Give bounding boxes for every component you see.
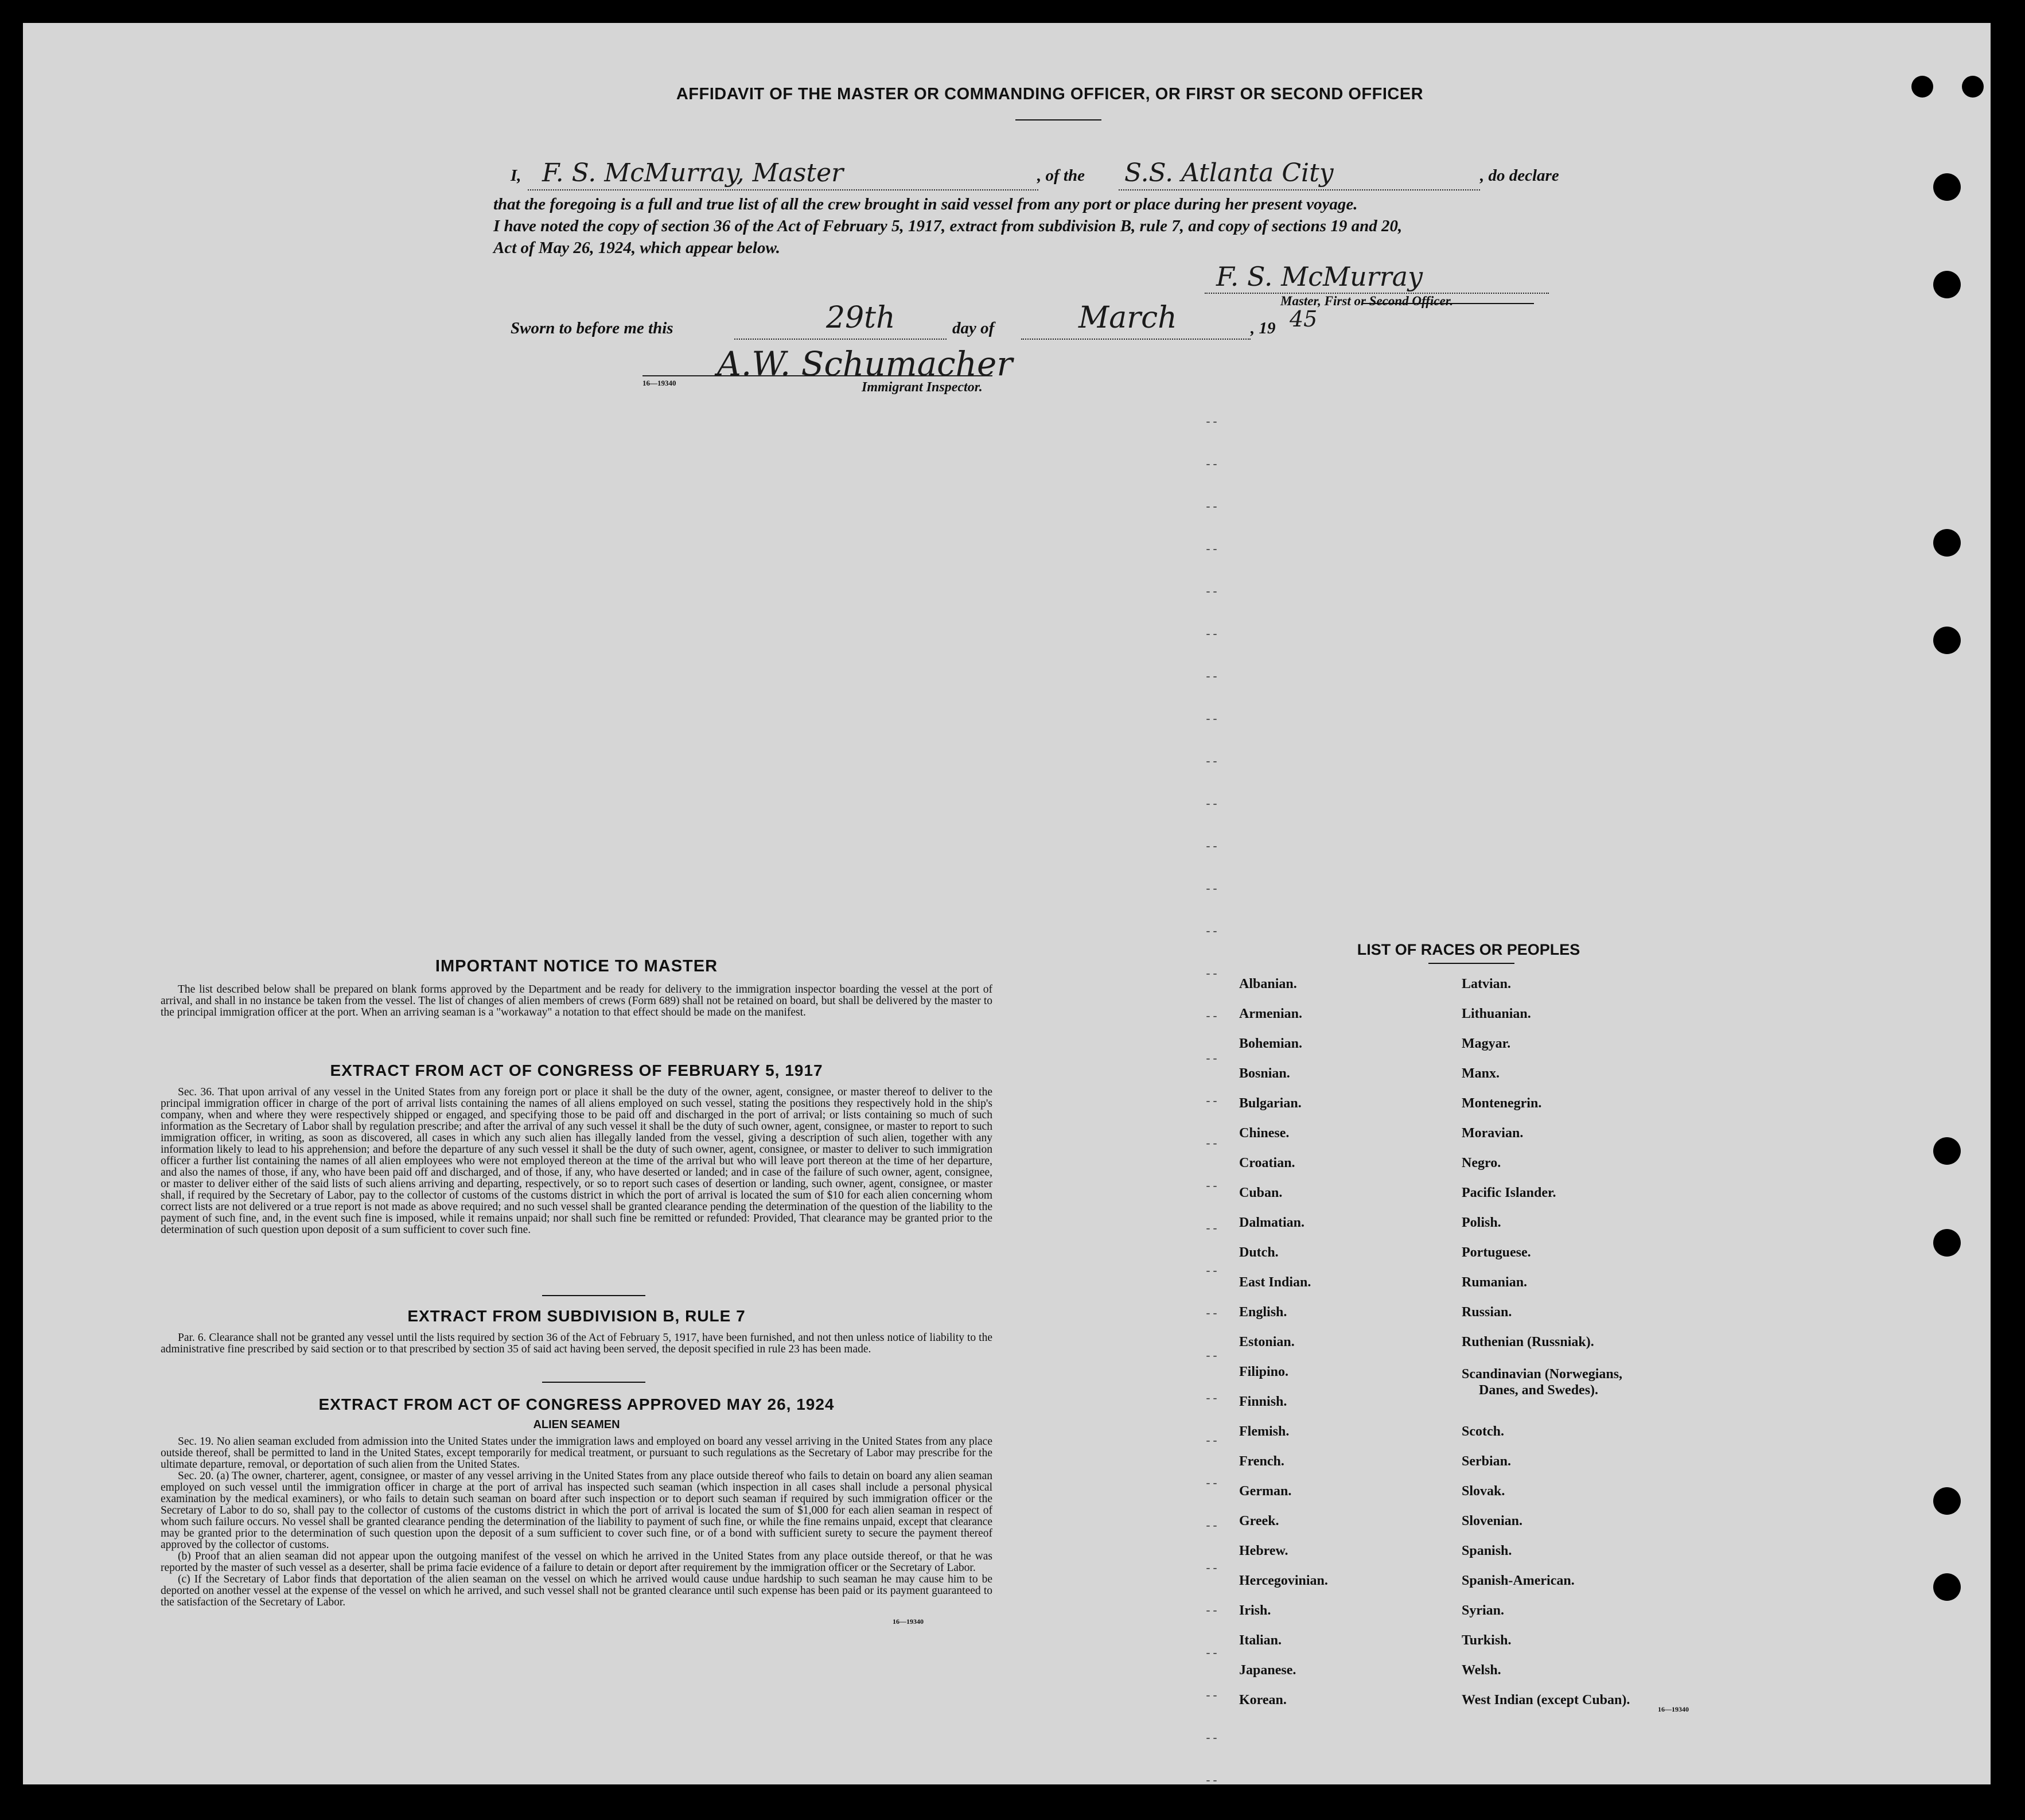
- notice-title: IMPORTANT NOTICE TO MASTER: [435, 957, 718, 975]
- notice-body: The list described below shall be prepared on blank forms approved by the Department and be ready for delivery to the immigration inspector boarding the vessel at the port of arrival, and shall in no instance be taken from the vessel. The list of changes of alien members of crews (Form 689) shall not be retained on board, but shall be delivered by the master to the principal immigration officer at the port. When an arriving seaman is a "workaway" a notation to that effect should be made on the manifest.: [161, 983, 992, 1018]
- sworn-day-handwritten: 29th: [826, 301, 895, 335]
- form-number-bottom-left: 16—19340: [893, 1617, 924, 1625]
- extract-rule7-section: [161, 1307, 992, 1355]
- section-divider: [542, 1295, 645, 1296]
- race-item: Hercegovinian.: [1239, 1573, 1328, 1588]
- race-item: West Indian (except Cuban).: [1462, 1693, 1630, 1708]
- sec-20b-body: (b) Proof that an alien seaman did not appear upon the outgoing manifest of the vessel on which he arrived in the United States from any place outside thereof, or that he was reported by the master of such vessel as a deserter, shall be prima facie evidence of a failure to detain or deport after requirement by the immigration officer or the Secretary of Labor.: [161, 1550, 992, 1574]
- column-guide-marks: -- -- -- -- -- -- -- -- -- -- -- -- -- -- -- -- -- -- -- -- -- -- -- -- -- -- -- -- -- -- -- -- --: [1205, 416, 1219, 1788]
- race-item: Bohemian.: [1239, 1036, 1303, 1051]
- master-name-line: [528, 189, 1038, 190]
- i-label: I,: [511, 166, 521, 185]
- race-item: French.: [1239, 1454, 1284, 1469]
- section-divider: [542, 1382, 645, 1383]
- punch-hole: [1933, 1137, 1961, 1165]
- notice-section: [161, 957, 992, 1018]
- race-item: Lithuanian.: [1462, 1006, 1531, 1021]
- extract-rule7-title: EXTRACT FROM SUBDIVISION B, RULE 7: [407, 1307, 746, 1325]
- punch-hole: [1933, 1229, 1961, 1257]
- form-number-top: 16—19340: [642, 379, 676, 387]
- title-divider: [1015, 119, 1101, 120]
- race-item: Russian.: [1462, 1305, 1512, 1320]
- do-declare-label: , do declare: [1480, 166, 1559, 185]
- race-item: Cuban.: [1239, 1185, 1283, 1200]
- sworn-month-line: [1021, 339, 1251, 340]
- race-item: Filipino.: [1239, 1364, 1289, 1379]
- inspector-caption: Immigrant Inspector.: [862, 380, 983, 395]
- punch-hole: [1933, 627, 1961, 654]
- punch-hole: [1933, 173, 1961, 201]
- race-item: Portuguese.: [1462, 1245, 1531, 1260]
- extract-rule7-body: Par. 6. Clearance shall not be granted any vessel until the lists required by section 36 of the Act of February 5, 1917, have been furnished, and not then unless notice of liability to the administrative fine prescribed by said section or to that prescribed by section 35 of said act having been served, the deposit specified in rule 23 has been made.: [161, 1332, 992, 1355]
- extract-1917-title: EXTRACT FROM ACT OF CONGRESS OF FEBRUARY 5, 1917: [330, 1061, 823, 1079]
- race-item: Rumanian.: [1462, 1275, 1528, 1290]
- punch-hole: [1933, 529, 1961, 557]
- race-item: Estonian.: [1239, 1335, 1295, 1350]
- alien-seamen-subtitle: ALIEN SEAMEN: [533, 1418, 620, 1431]
- punch-hole: [1933, 1487, 1961, 1515]
- race-item: Pacific Islander.: [1462, 1185, 1556, 1200]
- vessel-name-line: [1119, 189, 1480, 190]
- race-item: Chinese.: [1239, 1126, 1290, 1141]
- affidavit-line-4: Act of May 26, 1924, which appear below.: [493, 239, 780, 257]
- inspector-signature: A.W. Schumacher: [717, 344, 1013, 383]
- master-name-handwritten: F. S. McMurray, Master: [542, 158, 844, 188]
- race-item: Slovenian.: [1462, 1514, 1523, 1529]
- race-item: Danes, and Swedes).: [1479, 1383, 1599, 1398]
- race-item: Greek.: [1239, 1514, 1279, 1529]
- sec-20c-body: (c) If the Secretary of Labor finds that deportation of the alien seaman on the vessel on which he arrived would cause undue hardship to such seaman he may cause him to be deported on another vessel at the expense of the vessel on which he arrived, and such vessel shall not be granted clearance until such expense has been paid or its payment guaranteed to the satisfaction of the Secretary of Labor.: [161, 1573, 992, 1608]
- race-item: Welsh.: [1462, 1663, 1501, 1678]
- races-title: LIST OF RACES OR PEOPLES: [1357, 941, 1580, 958]
- race-item: Korean.: [1239, 1693, 1287, 1708]
- race-item: Polish.: [1462, 1215, 1501, 1230]
- of-the-label: , of the: [1037, 166, 1085, 185]
- race-item: Turkish.: [1462, 1633, 1512, 1648]
- punch-hole: [1933, 1573, 1961, 1601]
- race-item: Finnish.: [1239, 1394, 1287, 1409]
- race-item: Croatian.: [1239, 1156, 1295, 1170]
- races-divider: [1428, 963, 1514, 964]
- race-item: Magyar.: [1462, 1036, 1511, 1051]
- extract-1924-section: [161, 1395, 992, 1626]
- extract-1917-body: Sec. 36. That upon arrival of any vessel in the United States from any foreign port or place it shall be the duty of the owner, agent, consignee, or master thereof to deliver to the principal immigration officer in charge of the port of arrival lists containing the names of all aliens employed on such vessel, stating the positions they respectively hold in the ship's company, when and where they were respectively shipped or engaged, and specifying those to be paid off and discharged in the port of arrival; or lists containing so much of such information as the Secretary of Labor shall by regulation prescribe; and after the arrival of any such vessel it shall be the duty of such owner, agent, consignee, or master to report to such immigration officer, in writing, as soon as discovered, all cases in which any such alien has illegally landed from the vessel, giving a description of such alien, together with any information likely to lead to his apprehension; and before the departure of any such vessel it shall be the duty of such owner, agent, consignee, or master to deliver to such immigration officer a further list containing the names of all alien employees who were not employed thereon at the time of the arrival but who will leave port thereon at the time of her departure, and also the names of those, if any, who have been paid off and discharged, and of those, if any, who have deserted or landed; and in case of the failure of such owner, agent, consignee, or master to deliver either of the said lists of such aliens arriving and departing, respectively, or so to report such cases of desertion or landing, such owner, agent, consignee, or master shall, if required by the Secretary of Labor, pay to the collector of customs of the customs district in which the port of arrival is located the sum of $10 for each alien concerning whom correct lists are not delivered or a true report is not made as above required; and no such vessel shall be granted clearance pending the determination of the question of the liability to the payment of such fine, and, in the event such fine is imposed, while it remains unpaid; nor shall such fine be remitted or refunded: Provided, That clearance may be granted prior to the determination of such question upon deposit of a sum sufficient to cover such fine.: [161, 1086, 992, 1236]
- race-item: Montenegrin.: [1462, 1096, 1542, 1111]
- race-item: Syrian.: [1462, 1603, 1505, 1618]
- vessel-name-handwritten: S.S. Atlanta City: [1124, 158, 1334, 188]
- race-item: Ruthenian (Russniak).: [1462, 1335, 1594, 1350]
- race-item: Irish.: [1239, 1603, 1271, 1618]
- extract-1924-title: EXTRACT FROM ACT OF CONGRESS APPROVED MAY 26, 1924: [318, 1395, 835, 1413]
- race-item: Spanish.: [1462, 1543, 1512, 1558]
- sworn-label: Sworn to before me this: [511, 319, 673, 337]
- year-prefix: , 19: [1251, 319, 1276, 337]
- race-item: Italian.: [1239, 1633, 1282, 1648]
- year-handwritten: 45: [1290, 306, 1318, 332]
- affidavit-title: AFFIDAVIT OF THE MASTER OR COMMANDING OFFICER, OR FIRST OR SECOND OFFICER: [676, 85, 1424, 103]
- race-item: Slovak.: [1462, 1484, 1505, 1499]
- race-item: Negro.: [1462, 1156, 1501, 1170]
- sec-19-body: Sec. 19. No alien seaman excluded from admission into the United States under the immigration laws and employed on board any vessel arriving in the United States from any place outside thereof, shall be permitted to land in the United States, except temporarily for medical treatment, or pursuant to such regulations as the Secretary of Labor may prescribe for the ultimate departure, removal, or deportation of such alien from the United States.: [161, 1436, 992, 1471]
- strikethrough-first-second: [1362, 303, 1534, 304]
- punch-hole: [1962, 76, 1984, 98]
- master-signature: F. S. McMurray: [1216, 261, 1423, 292]
- race-item: Flemish.: [1239, 1424, 1290, 1439]
- race-item: Albanian.: [1239, 977, 1297, 991]
- race-item: Bosnian.: [1239, 1066, 1290, 1081]
- race-item: Japanese.: [1239, 1663, 1296, 1678]
- document-page: [23, 23, 1991, 1788]
- race-item: Latvian.: [1462, 977, 1512, 991]
- race-item: Scotch.: [1462, 1424, 1504, 1439]
- affidavit-line-2: that the foregoing is a full and true list of all the crew brought in said vessel from any port or place during her present voyage.: [493, 195, 1358, 213]
- race-item: German.: [1239, 1484, 1292, 1499]
- race-item: East Indian.: [1239, 1275, 1311, 1290]
- race-item: Hebrew.: [1239, 1543, 1288, 1558]
- master-caption: Master, First or Second Officer.: [1280, 294, 1454, 308]
- race-item: Scandinavian (Norwegians,: [1462, 1367, 1623, 1382]
- affidavit-line-3: I have noted the copy of section 36 of the Act of February 5, 1917, extract from subdivision B, rule 7, and copy of sections 19 and 20,: [493, 217, 1403, 235]
- sec-20a-body: Sec. 20. (a) The owner, charterer, agent, consignee, or master of any vessel arriving in the United States from any place outside thereof who fails to detain on board any alien seaman employed on such vessel until the immigration officer in charge at the port of arrival has inspected such seaman (which inspection in all cases shall include a personal physical examination by the medical examiners), or who fails to detain such seaman on board after such inspection or to deport such seaman if required by such immigration officer or the Secretary of Labor to do so, shall pay to the collector of customs of the customs district in which the port of arrival is located the sum of $1,000 for each alien seaman in respect of whom such failure occurs. No vessel shall be granted clearance pending the determination of the liability to payment of such fine, or while the fine remains unpaid, except that clearance may be granted prior to the determination of such question upon the deposit of a sum sufficient to cover such fine, or of a bond with sufficient surety to secure the payment thereof approved by the collector of customs.: [161, 1470, 992, 1551]
- race-item: Moravian.: [1462, 1126, 1524, 1141]
- sworn-month-handwritten: March: [1078, 301, 1177, 335]
- race-item: Dutch.: [1239, 1245, 1279, 1260]
- form-number-bottom-right: 16—19340: [1658, 1705, 1689, 1713]
- day-of-label: day of: [952, 319, 995, 337]
- race-item: English.: [1239, 1305, 1287, 1320]
- race-item: Dalmatian.: [1239, 1215, 1304, 1230]
- inspector-signature-line: [642, 375, 992, 376]
- race-item: Bulgarian.: [1239, 1096, 1302, 1111]
- race-item: Armenian.: [1239, 1006, 1302, 1021]
- race-item: Manx.: [1462, 1066, 1500, 1081]
- extract-1917-section: [161, 1061, 992, 1236]
- race-item: Serbian.: [1462, 1454, 1512, 1469]
- race-item: Spanish-American.: [1462, 1573, 1575, 1588]
- punch-hole: [1933, 271, 1961, 298]
- punch-hole: [1911, 76, 1933, 98]
- sworn-day-line: [734, 339, 947, 340]
